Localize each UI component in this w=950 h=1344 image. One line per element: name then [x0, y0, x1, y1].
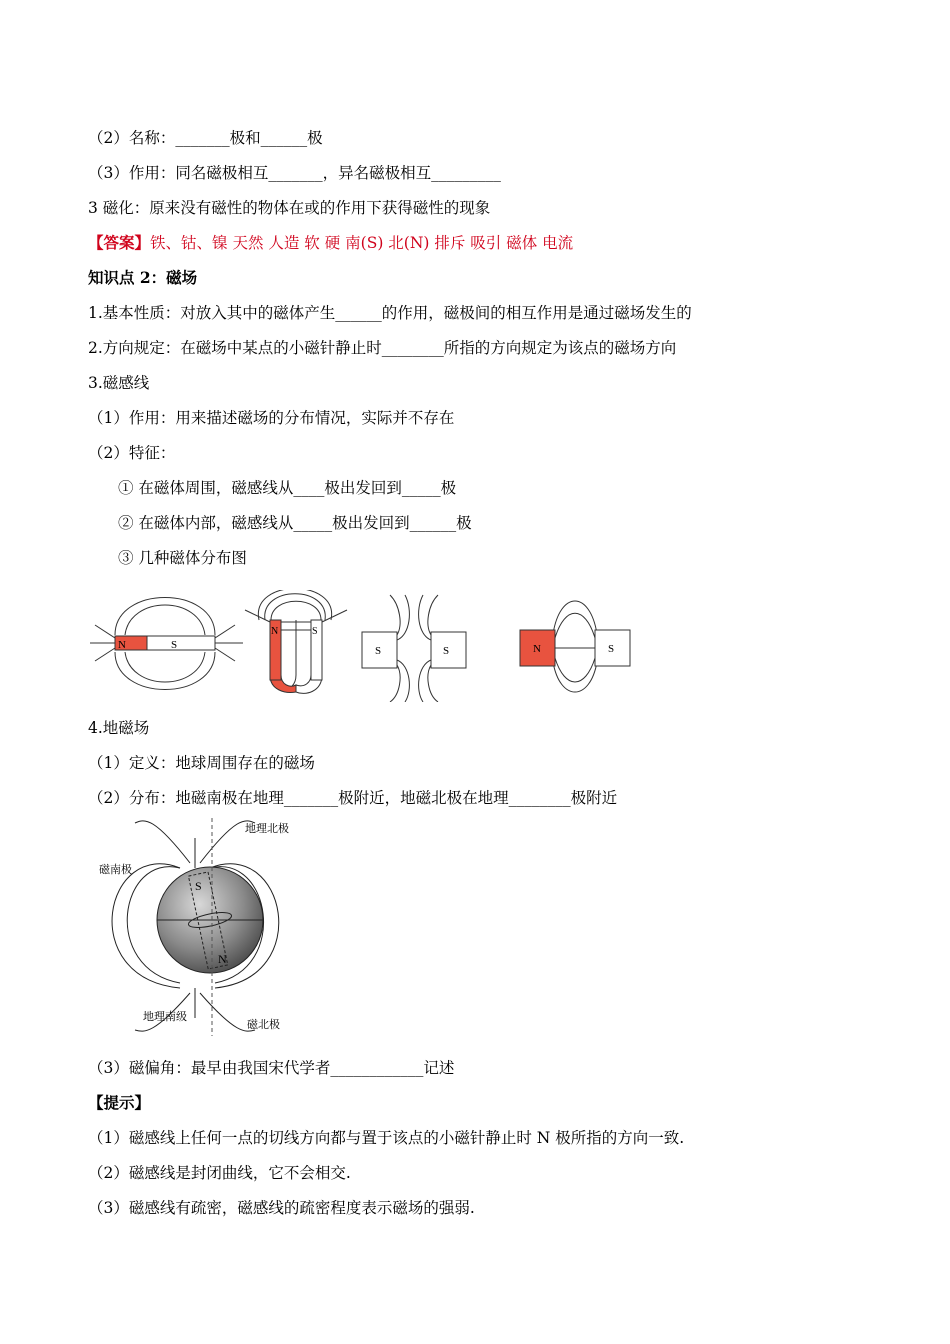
text-line: （1）定义：地球周围存在的磁场 — [88, 754, 315, 772]
text-line: （2）特征： — [88, 444, 176, 462]
text-line: ① 在磁体周围，磁感线从____极出发回到_____极 — [118, 479, 457, 497]
tip-label: 【提示】 — [88, 1093, 151, 1112]
earth-magnetic-field-diagram — [85, 818, 305, 1036]
text-line: ③ 几种磁体分布图 — [118, 549, 247, 567]
label-mag-south: 磁南极 — [99, 864, 132, 876]
text-line: 2.方向规定：在磁场中某点的小磁针静止时________所指的方向规定为该点的磁场方向 — [88, 339, 677, 357]
unlike-poles-diagram — [553, 601, 597, 692]
pole-label-n: N — [271, 626, 279, 637]
text-line: （2）分布：地磁南极在地理_______极附近，地磁北极在地理________极附近 — [88, 789, 618, 807]
text-line: （2）名称：_______极和______极 — [88, 129, 323, 147]
pole-label-s: S — [171, 639, 178, 651]
pole-label-s: S — [375, 645, 382, 657]
pole-label-n: N — [218, 952, 227, 966]
text-line: （3）作用：同名磁极相互_______，异名磁极相互_________ — [88, 164, 501, 182]
magnet-field-diagrams — [85, 590, 645, 702]
text-line: 1.基本性质：对放入其中的磁体产生______的作用，磁极间的相互作用是通过磁场发生的 — [88, 304, 692, 322]
text-line: （2）磁感线是封闭曲线，它不会相交. — [88, 1164, 351, 1182]
text-line: （1）作用：用来描述磁场的分布情况，实际并不存在 — [88, 409, 455, 427]
answer-line — [88, 233, 573, 253]
label-geo-south: 地理南级 — [143, 1011, 187, 1023]
pole-label-s: S — [608, 643, 615, 655]
answer-text: 铁、钴、镍 天然 人造 软 硬 南(S) 北(N) 排斥 吸引 磁体 电流 — [150, 234, 574, 252]
answer-label: 【答案】 — [88, 233, 151, 252]
magnet-south-half — [147, 636, 215, 650]
pole-label-s: S — [312, 626, 318, 637]
text-line: 3 磁化：原来没有磁性的物体在或的作用下获得磁性的现象 — [88, 199, 491, 217]
label-geo-north: 地理北极 — [245, 823, 289, 835]
pole-label-s: S — [443, 645, 450, 657]
pole-label-n: N — [533, 643, 541, 655]
text-line: ② 在磁体内部，磁感线从_____极出发回到______极 — [118, 514, 472, 532]
pole-label-s: S — [195, 879, 202, 893]
text-line: （1）磁感线上任何一点的切线方向都与置于该点的小磁针静止时 N 极所指的方向一致. — [88, 1129, 685, 1147]
text-line: 4.地磁场 — [88, 719, 150, 737]
label-mag-north: 磁北极 — [247, 1019, 280, 1031]
text-line: （3）磁偏角：最早由我国宋代学者____________记述 — [88, 1059, 455, 1077]
text-line: （3）磁感线有疏密，磁感线的疏密程度表示磁场的强弱. — [88, 1199, 475, 1217]
pole-label-n: N — [118, 639, 126, 651]
text-line: 3.磁感线 — [88, 374, 150, 392]
section-title: 知识点 2：磁场 — [88, 268, 198, 287]
